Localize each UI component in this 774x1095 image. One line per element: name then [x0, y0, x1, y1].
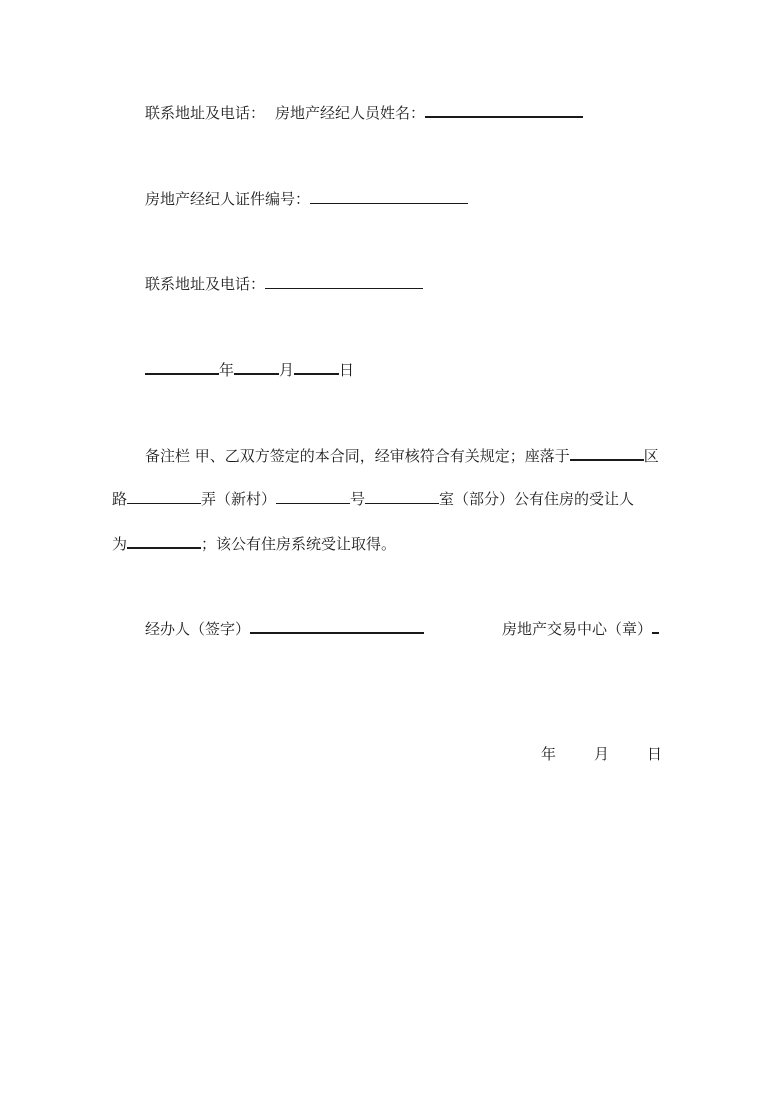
remark-text-1: 备注栏 甲、乙双方签定的本合同，经审核符合有关规定；座落于 — [145, 447, 570, 465]
trading-center-label: 房地产交易中心（章） — [502, 620, 653, 638]
contact-address-label-2: 联系地址及电话： — [145, 275, 266, 293]
contact-address-blank[interactable] — [265, 273, 423, 289]
agent-cert-row — [145, 188, 468, 208]
remark-line-2 — [112, 488, 634, 508]
final-date-row — [541, 744, 662, 764]
remark-ending: ；该公有住房系统受让取得。 — [201, 535, 397, 553]
agent-cert-blank[interactable] — [310, 188, 468, 204]
agent-cert-label: 房地产经纪人证件编号： — [145, 190, 311, 208]
assignee-blank[interactable] — [127, 532, 201, 549]
center-seal-row — [502, 617, 659, 637]
agent-name-blank[interactable] — [425, 101, 583, 118]
room-label: 室（部分）公有住房的受让人 — [439, 490, 635, 508]
final-month-label: 月 — [594, 745, 610, 763]
date-row — [145, 358, 354, 378]
district-label: 区 — [643, 447, 659, 465]
road-blank[interactable] — [127, 488, 201, 504]
number-label: 号 — [350, 490, 366, 508]
year-blank[interactable] — [145, 358, 219, 375]
signature-row — [145, 617, 424, 637]
day-label: 日 — [339, 361, 355, 379]
road-label: 路 — [112, 490, 128, 508]
assignee-label: 为 — [112, 535, 128, 553]
handler-label: 经办人（签字） — [145, 620, 251, 638]
handler-signature-blank[interactable] — [250, 617, 424, 634]
contact-row-1 — [145, 101, 583, 121]
contact-address-label: 联系地址及电话： — [145, 104, 266, 122]
year-label: 年 — [219, 361, 235, 379]
agent-name-label: 房地产经纪人员姓名： — [275, 104, 426, 122]
lane-label: 弄（新村） — [201, 490, 277, 508]
lane-blank[interactable] — [276, 488, 350, 504]
remark-line-1 — [145, 444, 659, 464]
contact-row-2 — [145, 273, 423, 293]
remark-line-3 — [112, 532, 396, 552]
district-blank[interactable] — [570, 444, 644, 461]
month-label: 月 — [279, 361, 295, 379]
center-seal-blank[interactable] — [652, 617, 659, 634]
month-blank[interactable] — [234, 358, 279, 375]
number-blank[interactable] — [365, 488, 439, 504]
final-year-label: 年 — [541, 745, 557, 763]
day-blank[interactable] — [294, 358, 339, 375]
final-day-label: 日 — [647, 745, 663, 763]
